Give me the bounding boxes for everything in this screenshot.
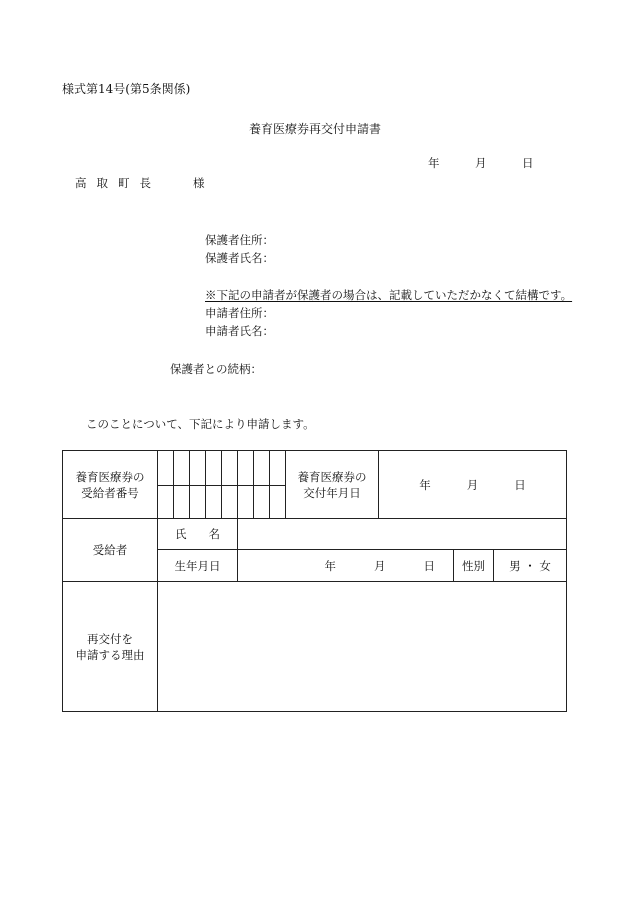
sex-options-field[interactable] (494, 550, 567, 582)
form-number: 様式第14号(第5条関係) (62, 82, 191, 96)
issue-date-label-line1: 養育医療券の (297, 469, 367, 484)
date-day: 日 (522, 156, 534, 170)
issue-date-field[interactable] (379, 451, 567, 519)
note-text: ※下記の申請者が保護者の場合は、記載していただかなくて結構です。 (205, 288, 573, 302)
reason-field[interactable] (158, 582, 567, 712)
recipient-number-digit-field[interactable] (206, 451, 222, 486)
recipient-number-digit-field[interactable] (174, 486, 190, 519)
reason-label-line2: 申請する理由 (75, 647, 145, 662)
recipient-number-digit-field[interactable] (222, 486, 238, 519)
applicant-name-label: 申請者氏名： (205, 324, 274, 338)
recipient-number-digit-field[interactable] (238, 451, 254, 486)
name-label-cell (158, 519, 238, 550)
birth-date-field[interactable] (238, 550, 454, 582)
statement-text: このことについて、下記により申請します。 (86, 417, 315, 431)
recipient-number-digit-field[interactable] (254, 451, 270, 486)
guardian-address-label: 保護者住所： (205, 233, 274, 247)
recipient-number-label-line1: 養育医療券の (75, 469, 145, 484)
recipient-label-cell (63, 519, 158, 582)
issue-date-label-cell (286, 451, 379, 519)
recipient-number-digit-field[interactable] (206, 486, 222, 519)
issue-date-month: 月 (466, 477, 479, 492)
name-label-char-1: 氏 (175, 527, 187, 541)
recipient-number-digit-field[interactable] (238, 486, 254, 519)
birth-date-month: 月 (374, 558, 386, 573)
addressee-char-1: 高 (75, 176, 87, 190)
issue-date-day: 日 (514, 477, 526, 492)
name-label-char-2: 名 (208, 527, 220, 541)
applicant-address-label: 申請者住所： (205, 306, 274, 320)
guardian-name-label: 保護者氏名： (205, 251, 274, 265)
page-title: 養育医療券再交付申請書 (248, 122, 381, 136)
reason-label-line1: 再交付を (87, 631, 133, 646)
issue-date-year: 年 (419, 477, 431, 492)
date-month: 月 (475, 156, 487, 170)
recipient-number-label-cell (63, 451, 158, 519)
issue-date-label-line2: 交付年月日 (303, 485, 361, 500)
recipient-number-digit-field[interactable] (190, 486, 206, 519)
addressee-char-2: 取 (96, 176, 108, 190)
recipient-name-field[interactable] (238, 519, 567, 550)
recipient-number-digit-field[interactable] (254, 486, 270, 519)
recipient-number-digit-field[interactable] (158, 451, 174, 486)
birth-label: 生年月日 (174, 558, 221, 573)
addressee-honorific: 様 (193, 176, 205, 190)
application-table (62, 450, 567, 712)
recipient-label: 受給者 (92, 543, 128, 557)
relationship-label: 保護者との続柄： (170, 362, 262, 376)
birth-label-cell (158, 550, 238, 582)
recipient-number-digit-field[interactable] (190, 451, 206, 486)
addressee-char-3: 町 (118, 176, 130, 190)
date-year: 年 (428, 156, 440, 170)
birth-date-year: 年 (324, 558, 336, 573)
recipient-number-digit-field[interactable] (270, 451, 286, 486)
recipient-number-label-line2: 受給者番号 (81, 485, 139, 500)
sex-label: 性別 (462, 558, 485, 573)
sex-label-cell (454, 550, 494, 582)
recipient-number-digit-field[interactable] (174, 451, 190, 486)
birth-date-day: 日 (423, 558, 435, 573)
sex-options: 男 ・ 女 (509, 558, 551, 573)
recipient-number-digit-field[interactable] (270, 486, 286, 519)
reason-label-cell (63, 582, 158, 712)
addressee-char-4: 長 (139, 176, 151, 190)
recipient-number-digit-field[interactable] (222, 451, 238, 486)
addressee (75, 175, 205, 191)
recipient-number-digit-field[interactable] (158, 486, 174, 519)
